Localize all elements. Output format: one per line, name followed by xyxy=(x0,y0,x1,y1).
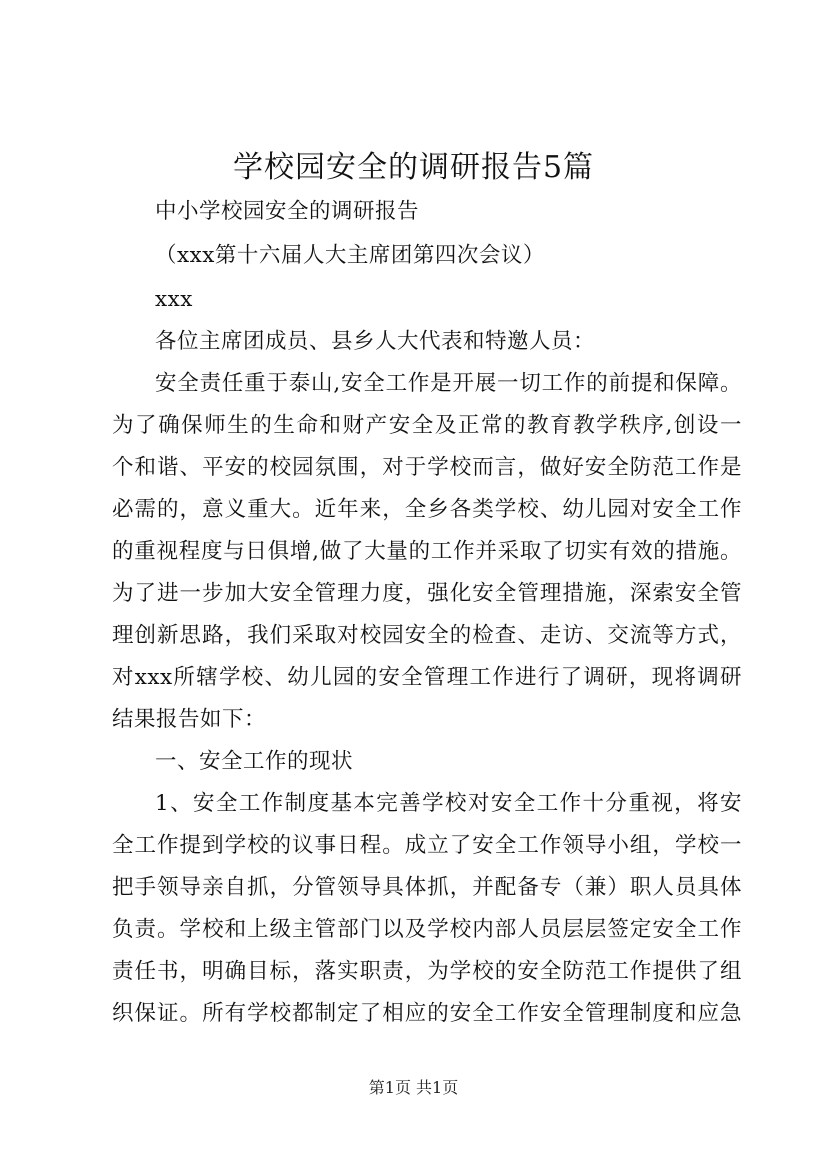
paragraph-line: 为了进一步加大安全管理力度，强化安全管理措施，深索安全管 xyxy=(112,581,742,606)
section-heading: 一、安全工作的现状 xyxy=(155,749,354,774)
subtitle-line: 中小学校园安全的调研报告 xyxy=(155,199,420,224)
paragraph-line: 全工作提到学校的议事日程。成立了安全工作领导小组，学校一 xyxy=(112,833,742,858)
paragraph-line: 必需的，意义重大。近年来，全乡各类学校、幼儿园对安全工作 xyxy=(112,497,742,522)
paragraph-line: 把手领导亲自抓，分管领导具体抓，并配备专（兼）职人员具体 xyxy=(112,875,742,900)
paragraph-line: 1、安全工作制度基本完善学校对安全工作十分重视，将安 xyxy=(155,791,742,816)
paragraph-line: 为了确保师生的生命和财产安全及正常的教育教学秩序,创设一 xyxy=(112,413,742,438)
meeting-line: （xxx第十六届人大主席团第四次会议） xyxy=(155,243,545,268)
author-line: xxx xyxy=(155,287,193,312)
page-footer: 第1页 共1页 xyxy=(368,1078,459,1097)
paragraph-line: 对xxx所辖学校、幼儿园的安全管理工作进行了调研，现将调研 xyxy=(112,665,742,690)
paragraph-line: 结果报告如下： xyxy=(112,707,267,732)
paragraph-line: 个和谐、平安的校园氛围，对于学校而言，做好安全防范工作是 xyxy=(112,455,742,480)
document-title: 学校园安全的调研报告5篇 xyxy=(232,150,595,185)
paragraph-line: 理创新思路，我们采取对校园安全的检查、走访、交流等方式， xyxy=(112,623,742,648)
paragraph-line: 的重视程度与日俱增,做了大量的工作并采取了切实有效的措施。 xyxy=(112,539,742,564)
salutation-line: 各位主席团成员、县乡人大代表和特邀人员： xyxy=(155,329,596,354)
paragraph-line: 安全责任重于泰山,安全工作是开展一切工作的前提和保障。 xyxy=(155,371,742,396)
paragraph-line: 责任书，明确目标，落实职责，为学校的安全防范工作提供了组 xyxy=(112,959,742,984)
paragraph-line: 负责。学校和上级主管部门以及学校内部人员层层签定安全工作 xyxy=(112,917,742,942)
paragraph-line: 织保证。所有学校都制定了相应的安全工作安全管理制度和应急 xyxy=(112,1001,742,1026)
